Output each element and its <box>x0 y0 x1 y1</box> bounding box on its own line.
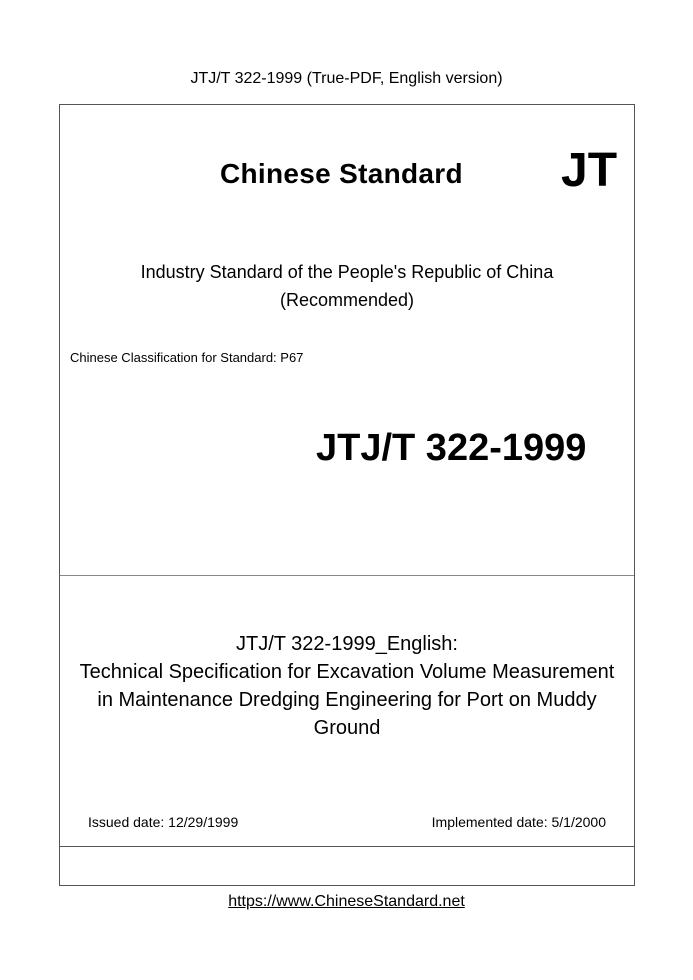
industry-line-2: (Recommended) <box>279 290 415 310</box>
jt-mark: JT <box>561 144 618 197</box>
website-link[interactable]: https://www.ChineseStandard.net <box>228 893 465 910</box>
cover-bottom-divider <box>60 846 634 847</box>
cover-frame <box>59 104 635 886</box>
chinese-standard-heading: Chinese Standard <box>220 158 463 189</box>
implemented-date: Implemented date: 5/1/2000 <box>431 814 606 830</box>
title-line-2: Technical Specification for Excavation Volume Measurement <box>79 661 615 683</box>
page-header: JTJ/T 322-1999 (True-PDF, English version) <box>190 70 503 87</box>
title-line-3: in Maintenance Dredging Engineering for Port on Muddy <box>97 689 597 711</box>
title-line-1: JTJ/T 322-1999_English: <box>236 633 458 655</box>
standard-number: JTJ/T 322-1999 <box>316 427 587 469</box>
classification-text: Chinese Classification for Standard: P67 <box>70 350 304 365</box>
industry-standard-text <box>60 258 634 314</box>
title-line-4: Ground <box>313 717 381 739</box>
industry-line-1: Industry Standard of the People's Republic of China <box>140 262 554 282</box>
english-title <box>60 630 634 742</box>
footer <box>0 893 693 911</box>
issued-date: Issued date: 12/29/1999 <box>88 814 239 830</box>
cover-top-section <box>60 105 634 576</box>
